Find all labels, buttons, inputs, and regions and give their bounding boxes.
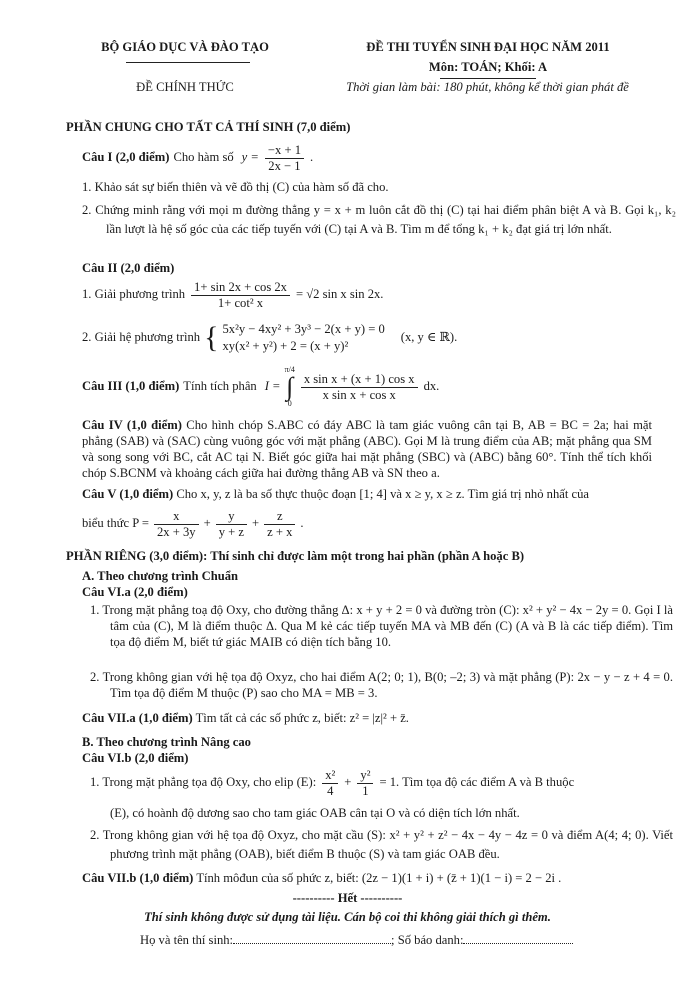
ellipse-fraction-1 xyxy=(322,768,338,798)
end-marker: ---------- Hết ---------- xyxy=(292,891,403,905)
question-6b-item-1-tail: = 1. Tìm tọa độ các điểm A và B thuộc xyxy=(379,775,575,790)
system-line-2: xy(x² + y²) + 2 = (x + y)² xyxy=(222,339,349,353)
integral-upper-bound: π/4 xyxy=(284,365,295,374)
question-1-item-1: 1. Khảo sát sự biến thiên và vẽ đồ thị (C) của hàm số đã cho. xyxy=(82,180,389,194)
question-1-header: Câu I (2,0 điểm) Cho hàm số y = $\frac{-x + 1}{2x - 1}$ . xyxy=(82,143,314,173)
integral-lower-bound: 0 xyxy=(287,399,292,408)
sbd-field[interactable] xyxy=(463,943,573,944)
integrand-fraction xyxy=(301,372,418,402)
name-label: Họ và tên thí sinh: xyxy=(140,933,234,947)
integral-dx: dx. xyxy=(423,379,440,394)
question-2-item-2 xyxy=(82,316,457,360)
question-6a-label: Câu VI.a (2,0 điểm) xyxy=(82,585,188,599)
part-b-title: B. Theo chương trình Nâng cao xyxy=(82,735,251,749)
question-6b-item-1-line xyxy=(90,764,574,802)
integral-lhs: I = xyxy=(264,379,281,394)
system-line-1: 5x²y − 4xy² + 3y³ − 2(x + y) = 0 xyxy=(222,322,385,336)
sbd-label: ; Số báo danh: xyxy=(391,933,464,947)
question-3 xyxy=(82,362,439,412)
name-field[interactable] xyxy=(233,943,391,944)
question-3-label: Câu III (1,0 điểm) xyxy=(82,379,180,394)
fraction-3-numerator: z xyxy=(276,509,283,524)
integral-sign-icon: ∫ xyxy=(286,372,294,401)
question-5-expression: biểu thức P = $\frac{x}{2x + 3y}$ + $\frac{y}{y + z}$ + $\frac{z}{z + x}$ . xyxy=(82,509,304,539)
expression-fraction-1 xyxy=(154,509,199,539)
equation-system xyxy=(222,321,384,355)
fraction-3-denominator: z + x xyxy=(264,524,295,539)
subject-line: Môn: TOÁN; Khối: A xyxy=(428,60,548,74)
question-5-label: Câu V (1,0 điểm) xyxy=(82,487,174,501)
question-6a-item-1: 1. Trong mặt phẳng toạ độ Oxy, cho đường thẳng Δ: x + y + 2 = 0 và đường tròn (C): x² + y² − 4x − 2y = 0. Gọi I là tâm của (C), M là điểm thuộc Δ. Qua M kẻ các tiếp tuyến MA và MB đến (C) (A và B là các tiếp điểm). Tìm tọa độ điểm M, biết tứ giác MAIB có diện tích bằng 10. xyxy=(90,603,673,649)
system-brace-icon: { xyxy=(204,321,219,354)
question-7b xyxy=(82,871,561,887)
question-3-intro: Tính tích phân xyxy=(183,379,257,394)
question-6b-label: Câu VI.b (2,0 điểm) xyxy=(82,751,189,765)
common-part-heading: PHẦN CHUNG CHO TẤT CẢ THÍ SINH (7,0 điểm) xyxy=(66,120,351,134)
time-note: Thời gian làm bài: 180 phút, không kể thời gian phát đề xyxy=(346,80,629,94)
candidate-info xyxy=(140,933,573,949)
question-7a xyxy=(82,711,409,727)
expression-fraction-2 xyxy=(216,509,247,539)
function-numerator: −x + 1 xyxy=(267,143,301,158)
question-1-item-2: 2. Chứng minh rằng với mọi m đường thẳng y = x + m luôn cắt đồ thị (C) tại hai điểm phân biệt A và B. Gọi k₁, k₂ lần lượt là hệ số góc của các tiếp tuyến với (C) tại A và B. Tìm m để tổng k₁ + k₂ đạt giá trị lớn nhất. xyxy=(82,203,676,236)
equation-numerator: 1+ sin 2x + cos 2x xyxy=(194,280,287,295)
question-7b-text: Tính môđun của số phức z, biết: (2z − 1)(1 + i) + (z̄ + 1)(1 − i) = 2 − 2i . xyxy=(196,871,562,885)
fraction-2-numerator: y xyxy=(228,509,235,524)
subject-rule xyxy=(440,78,536,79)
expression-intro: biểu thức P = xyxy=(82,516,149,531)
question-4-label: Câu IV (1,0 điểm) xyxy=(82,418,182,432)
function-lhs: y = xyxy=(241,150,259,165)
question-4 xyxy=(82,418,652,481)
expression-fraction-3 xyxy=(264,509,295,539)
integral-symbol xyxy=(285,366,295,408)
ellipse-numerator-1: x² xyxy=(325,768,336,783)
question-7a-text: Tìm tất cả các số phức z, biết: z² = |z|² + z̄. xyxy=(195,711,409,725)
fraction-2-denominator: y + z xyxy=(216,524,247,539)
question-6a-item-2: 2. Trong không gian với hệ tọa độ Oxyz, cho hai điểm A(2; 0; 1), B(0; –2; 3) và mặt phẳng (P): 2x − y − z + 4 = 0. Tìm tọa độ điểm M thuộc (P) sao cho MA = MB = 3. xyxy=(90,670,673,700)
equation-denominator: 1+ cot² x xyxy=(191,295,290,310)
question-7a-label: Câu VII.a (1,0 điểm) xyxy=(82,711,193,725)
equation-fraction xyxy=(191,280,290,310)
question-2-item-2-text: 2. Giải hệ phương trình xyxy=(82,330,201,345)
question-5-text: Cho x, y, z là ba số thực thuộc đoạn [1; 4] và x ≥ y, x ≥ z. Tìm giá trị nhỏ nhất của xyxy=(176,487,589,501)
integrand-denominator: x sin x + cos x xyxy=(301,387,418,402)
equation-rhs: = √2 sin x sin 2x. xyxy=(295,287,384,302)
fraction-1-numerator: x xyxy=(173,509,180,524)
ministry-name: BỘ GIÁO DỤC VÀ ĐÀO TẠO xyxy=(101,40,269,54)
question-7b-label: Câu VII.b (1,0 điểm) xyxy=(82,871,194,885)
question-1-label: Câu I (2,0 điểm) xyxy=(82,150,170,165)
official-label: ĐỀ CHÍNH THỨC xyxy=(136,80,234,94)
integrand-numerator: x sin x + (x + 1) cos x xyxy=(303,372,415,387)
private-part-heading: PHẦN RIÊNG (3,0 điểm): Thí sinh chỉ được làm một trong hai phần (phần A hoặc B) xyxy=(66,549,525,563)
question-2-item-1 xyxy=(82,278,383,312)
header-rule xyxy=(126,62,250,63)
ellipse-fraction-2 xyxy=(357,768,373,798)
ellipse-denominator-2: 1 xyxy=(357,783,373,798)
question-6b-item-1-text: 1. Trong mặt phẳng tọa độ Oxy, cho elip (E): xyxy=(90,775,317,790)
function-denominator: 2x − 1 xyxy=(265,158,304,173)
ellipse-denominator-1: 4 xyxy=(322,783,338,798)
question-6b-item-1-cont: (E), có hoành độ dương sao cho tam giác OAB cân tại O và có diện tích lớn nhất. xyxy=(110,806,520,820)
footer-note: Thí sinh không được sử dụng tài liệu. Cán bộ coi thi không giải thích gì thêm. xyxy=(144,910,551,924)
question-1-intro: Cho hàm số xyxy=(173,150,234,165)
question-2-label: Câu II (2,0 điểm) xyxy=(82,261,175,275)
system-condition: (x, y ∈ ℝ). xyxy=(400,330,458,345)
function-fraction xyxy=(265,143,304,173)
question-2-item-1-text: 1. Giải phương trình xyxy=(82,287,186,302)
question-4-text: Cho hình chóp S.ABC có đáy ABC là tam giác vuông cân tại B, AB = BC = 2a; hai mặt phẳng (SAB) và (SAC) cùng vuông góc với mặt phẳng (ABC). Gọi M là trung điểm của AB; mặt phẳng qua SM và song song với BC, cắt AC tại N. Biết góc giữa hai mặt phẳng (SBC) và (ABC) bằng 60°. Tính thể tích khối chóp S.BCNM và khoảng cách giữa hai đường thẳng AB và SN theo a. xyxy=(82,418,653,480)
ellipse-numerator-2: y² xyxy=(360,768,371,783)
fraction-1-denominator: 2x + 3y xyxy=(154,524,199,539)
question-6b-item-2: 2. Trong không gian với hệ tọa độ Oxyz, cho mặt cầu (S): x² + y² + z² − 4x − 4y − 4z = 0 và điểm A(4; 4; 0). Viết phương trình mặt phẳng (OAB), biết điểm B thuộc (S) và tam giác OAB đều. xyxy=(90,828,673,861)
part-a-title: A. Theo chương trình Chuẩn xyxy=(82,569,239,583)
ellipse-plus: + xyxy=(344,775,352,790)
question-5 xyxy=(82,487,652,503)
exam-title: ĐỀ THI TUYỂN SINH ĐẠI HỌC NĂM 2011 xyxy=(366,40,610,54)
